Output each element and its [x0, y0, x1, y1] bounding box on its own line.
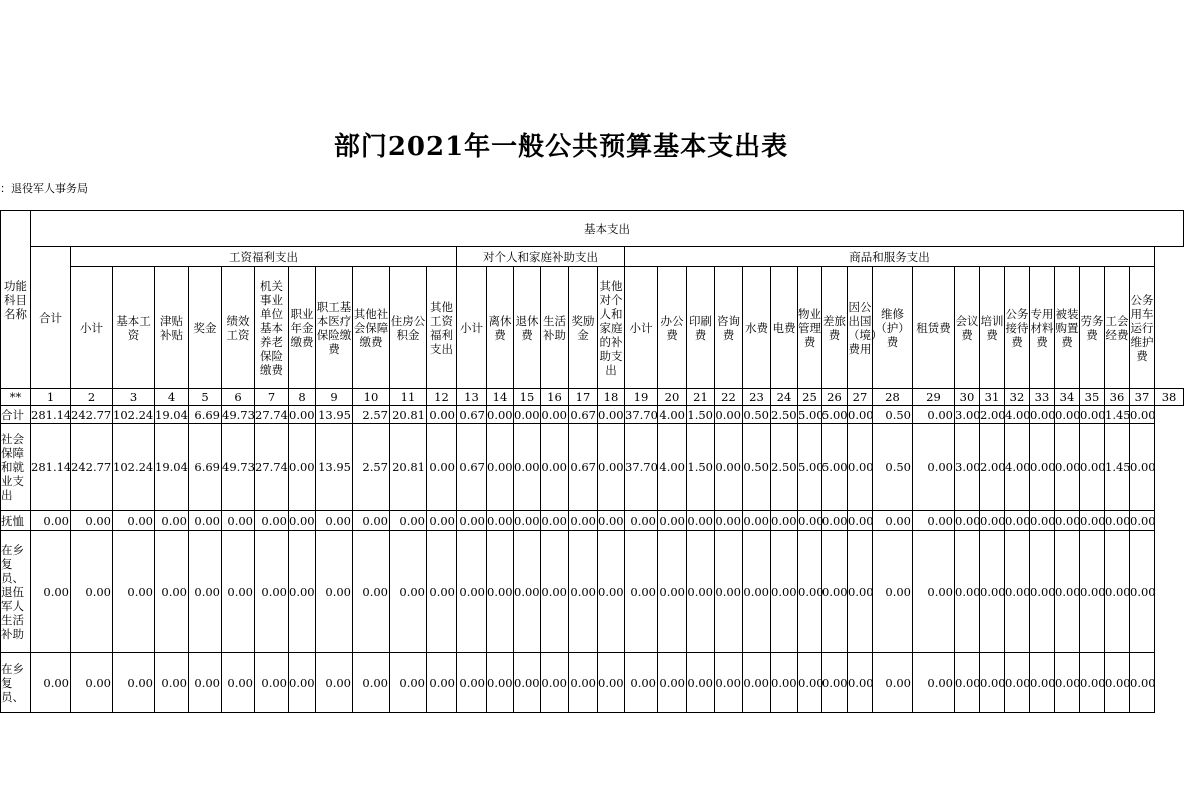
header-col-salary: 住房公积金 — [390, 267, 427, 389]
row-value: 0.00 — [113, 531, 155, 653]
row-value: 0.00 — [1030, 531, 1055, 653]
row-value: 0.00 — [848, 653, 873, 713]
index-number: 5 — [189, 389, 222, 406]
row-value: 0.00 — [390, 531, 427, 653]
row-value: 0.00 — [715, 407, 741, 422]
row-value: 0.00 — [771, 531, 798, 653]
row-value: 0.00 — [1005, 531, 1030, 653]
index-number: 12 — [427, 389, 457, 406]
header-col-salary: 奖金 — [189, 267, 222, 389]
row-value: 0.00 — [873, 653, 913, 713]
budget-table — [0, 210, 1184, 713]
row-value: 0.00 — [427, 511, 457, 531]
row-value: 0.00 — [598, 424, 625, 511]
index-number: 9 — [316, 389, 353, 406]
row-value: 0.00 — [541, 531, 569, 653]
row-value: 0.00 — [255, 653, 289, 713]
index-number: 34 — [1055, 389, 1080, 406]
row-value: 102.24 — [113, 424, 155, 511]
row-value: 0.00 — [848, 511, 873, 531]
index-number: 20 — [658, 389, 687, 406]
row-value: 0.00 — [71, 511, 113, 531]
header-group-salary: 工资福利支出 — [71, 247, 457, 267]
header-col-personal: 离休费 — [487, 267, 514, 389]
row-value: 0.00 — [569, 531, 598, 653]
row-value: 3.00 — [955, 424, 980, 511]
row-value: 2.50 — [771, 424, 798, 511]
row-value: 102.24 — [113, 407, 154, 422]
row-value: 0.00 — [598, 511, 625, 531]
row-name: 抚恤 — [1, 511, 31, 531]
row-value: 0.00 — [427, 653, 457, 713]
row-value: 1.45 — [1105, 407, 1131, 422]
row-value: 0.00 — [658, 511, 687, 531]
row-value: 5.00 — [798, 424, 822, 511]
row-value: 27.74 — [255, 424, 289, 511]
row-value: 0.00 — [390, 511, 427, 531]
row-value: 0.00 — [1130, 653, 1155, 713]
row-value: 0.00 — [289, 407, 315, 422]
row-value: 0.00 — [1005, 511, 1030, 531]
header-col-personal: 退休费 — [514, 267, 541, 389]
row-value: 0.00 — [427, 424, 457, 511]
row-value: 0.00 — [1080, 531, 1105, 653]
row-value: 6.69 — [189, 406, 222, 424]
row-value: 0.00 — [822, 531, 848, 653]
row-value: 0.50 — [873, 424, 913, 511]
row-value: 0.00 — [798, 531, 822, 653]
row-value: 0.00 — [514, 531, 541, 653]
row-value: 0.00 — [743, 531, 771, 653]
row-value: 0.00 — [1005, 653, 1030, 713]
header-col-goods: 会议费 — [955, 267, 980, 389]
index-number: 19 — [625, 389, 658, 406]
header-col-goods: 公务接待费 — [1005, 267, 1030, 389]
index-number: 31 — [980, 389, 1005, 406]
row-value: 0.00 — [980, 511, 1005, 531]
row-value: 20.81 — [390, 406, 427, 424]
row-value: 0.00 — [353, 653, 390, 713]
index-number: 33 — [1030, 389, 1055, 406]
row-value: 0.00 — [822, 511, 848, 531]
header-col-salary: 绩效工资 — [222, 267, 255, 389]
row-value: 0.00 — [743, 653, 771, 713]
row-value: 0.00 — [687, 531, 715, 653]
row-value: 0.00 — [353, 511, 390, 531]
row-value: 0.00 — [1105, 653, 1130, 713]
index-number: 6 — [222, 389, 255, 406]
row-value: 0.00 — [822, 653, 848, 713]
row-value: 0.00 — [569, 653, 598, 713]
row-value: 0.00 — [1030, 653, 1055, 713]
budget-table-container — [0, 210, 1177, 710]
table-row — [1, 424, 1184, 511]
row-value: 0.67 — [457, 424, 487, 511]
row-value: 0.50 — [743, 407, 769, 422]
row-value: 0.00 — [427, 531, 457, 653]
row-value: 13.95 — [316, 424, 353, 511]
row-value: 281.14 — [31, 407, 72, 422]
row-value: 0.00 — [1130, 511, 1155, 531]
row-value: 242.77 — [71, 407, 112, 422]
header-col-personal: 其他对个人和家庭的补助支出 — [598, 267, 625, 389]
row-value: 0.00 — [980, 531, 1005, 653]
row-value: 4.00 — [659, 407, 685, 422]
row-name: 社会保障和就业支出 — [1, 424, 31, 511]
unit-label: ：退役军人事务局 — [0, 182, 88, 195]
row-value: 0.00 — [316, 531, 353, 653]
row-name: 在乡复员、退伍军人生活补助 — [1, 531, 31, 653]
header-col-goods: 办公费 — [658, 267, 687, 389]
row-value: 0.00 — [71, 653, 113, 713]
row-value: 0.00 — [541, 424, 569, 511]
row-value: 0.00 — [1030, 424, 1055, 511]
row-value: 0.00 — [1055, 407, 1081, 422]
row-value: 0.00 — [873, 511, 913, 531]
row-value: 0.50 — [873, 406, 913, 424]
row-value: 0.00 — [1130, 531, 1155, 653]
header-col-goods: 物业管理费 — [798, 267, 822, 389]
row-value: 0.00 — [316, 511, 353, 531]
index-number: 1 — [31, 389, 71, 406]
row-value: 0.00 — [514, 424, 541, 511]
row-value: 0.00 — [541, 511, 569, 531]
table-row — [1, 511, 1184, 531]
header-col-salary: 职工基本医疗保险缴费 — [316, 267, 353, 389]
header-col-personal: 小计 — [457, 267, 487, 389]
row-value: 0.00 — [873, 531, 913, 653]
index-number: 38 — [1155, 389, 1184, 406]
index-row — [1, 389, 1184, 406]
row-value: 0.00 — [189, 511, 222, 531]
row-value: 0.00 — [1055, 653, 1080, 713]
row-value: 0.00 — [913, 653, 955, 713]
row-value: 0.00 — [457, 531, 487, 653]
row-value: 0.00 — [31, 653, 71, 713]
row-value: 0.00 — [189, 531, 222, 653]
row-value: 0.00 — [71, 531, 113, 653]
row-value: 0.00 — [1105, 511, 1130, 531]
row-value: 0.67 — [570, 407, 596, 422]
header-col-goods: 水费 — [743, 267, 771, 389]
row-value: 0.00 — [1030, 407, 1056, 422]
row-value: 0.00 — [113, 511, 155, 531]
row-value: 0.00 — [487, 424, 514, 511]
index-number: 14 — [487, 389, 514, 406]
row-value: 0.00 — [514, 511, 541, 531]
row-value: 2.57 — [353, 406, 390, 424]
header-col-goods: 电费 — [771, 267, 798, 389]
row-value: 0.00 — [625, 653, 658, 713]
row-value: 0.00 — [715, 653, 743, 713]
index-number: 16 — [541, 389, 569, 406]
row-value: 0.00 — [658, 653, 687, 713]
index-number: 18 — [598, 389, 625, 406]
row-value: 4.00 — [1005, 407, 1031, 422]
row-value: 1.50 — [687, 407, 713, 422]
row-value: 0.00 — [1130, 424, 1155, 511]
header-col-salary: 其他社会保障缴费 — [353, 267, 390, 389]
row-value: 0.00 — [541, 407, 567, 422]
row-value: 49.73 — [222, 424, 255, 511]
table-row — [1, 406, 1184, 424]
index-number: 2 — [71, 389, 113, 406]
row-name: 合计 — [1, 406, 31, 424]
row-value: 0.00 — [625, 511, 658, 531]
header-col-salary: 职业年金缴费 — [289, 267, 316, 389]
row-value: 0.00 — [457, 653, 487, 713]
index-number: 28 — [873, 389, 913, 406]
header-col-goods: 因公出国（境）费用 — [848, 267, 873, 389]
header-col-goods: 劳务费 — [1080, 267, 1105, 389]
index-number: 15 — [514, 389, 541, 406]
row-value: 0.00 — [222, 511, 255, 531]
row-value: 0.00 — [427, 406, 457, 424]
row-value: 0.00 — [1030, 511, 1055, 531]
header-col-salary: 机关事业单位基本养老保险缴费 — [255, 267, 289, 389]
row-value: 0.00 — [390, 653, 427, 713]
row-value: 0.67 — [457, 406, 487, 424]
row-value: 0.00 — [541, 653, 569, 713]
row-value: 0.00 — [658, 531, 687, 653]
index-number: 37 — [1130, 389, 1155, 406]
row-value: 0.00 — [255, 511, 289, 531]
header-col-goods: 被装购置费 — [1055, 267, 1080, 389]
row-value: 0.00 — [848, 531, 873, 653]
row-value: 27.74 — [255, 407, 288, 422]
row-value: 0.00 — [155, 531, 189, 653]
row-value: 0.00 — [913, 406, 955, 424]
row-value: 0.00 — [1080, 407, 1106, 422]
row-value: 20.81 — [390, 424, 427, 511]
row-value: 0.00 — [255, 531, 289, 653]
header-col-salary: 小计 — [71, 267, 113, 389]
row-value: 242.77 — [71, 424, 113, 511]
index-number: 24 — [771, 389, 798, 406]
header-col-goods: 工会经费 — [1105, 267, 1130, 389]
row-value: 0.00 — [289, 511, 316, 531]
header-group-goods: 商品和服务支出 — [625, 247, 1155, 267]
row-value: 6.69 — [189, 424, 222, 511]
header-col-personal: 生活补助 — [541, 267, 569, 389]
row-value: 0.00 — [913, 511, 955, 531]
index-number: 23 — [743, 389, 771, 406]
row-value: 0.00 — [848, 424, 873, 511]
header-col-goods: 租赁费 — [913, 267, 955, 389]
row-value: 0.00 — [353, 531, 390, 653]
row-value: 0.00 — [598, 407, 624, 422]
row-value: 2.57 — [353, 424, 390, 511]
row-value: 0.00 — [687, 653, 715, 713]
row-value: 0.00 — [1080, 653, 1105, 713]
page-title: 部门2021年一般公共预算基本支出表 — [333, 132, 789, 162]
row-value: 0.00 — [487, 511, 514, 531]
row-value: 0.50 — [743, 424, 771, 511]
row-value: 0.00 — [913, 531, 955, 653]
index-number: 17 — [569, 389, 598, 406]
row-value: 0.00 — [31, 511, 71, 531]
table-row — [1, 531, 1184, 653]
row-value: 0.00 — [222, 531, 255, 653]
index-number: 4 — [155, 389, 189, 406]
table-row — [1, 653, 1184, 713]
header-col-goods: 印刷费 — [687, 267, 715, 389]
index-number: 7 — [255, 389, 289, 406]
row-value: 0.00 — [687, 511, 715, 531]
row-value: 281.14 — [31, 424, 71, 511]
row-value: 0.00 — [771, 511, 798, 531]
row-value: 0.00 — [980, 653, 1005, 713]
row-value: 0.00 — [955, 511, 980, 531]
row-value: 0.00 — [289, 653, 316, 713]
row-value: 0.00 — [955, 653, 980, 713]
row-value: 0.00 — [913, 424, 955, 511]
header-func-name: 功能科目名称 — [1, 211, 31, 389]
header-col-goods: 公务用车运行维护费 — [1130, 267, 1155, 389]
row-value: 0.00 — [715, 424, 743, 511]
header-col-goods: 专用材料费 — [1030, 267, 1055, 389]
row-value: 4.00 — [1005, 424, 1030, 511]
index-number: 11 — [390, 389, 427, 406]
row-value: 13.95 — [316, 406, 353, 424]
row-value: 2.50 — [771, 407, 797, 422]
row-value: 0.00 — [955, 531, 980, 653]
header-col-salary: 基本工资 — [113, 267, 155, 389]
row-value: 0.00 — [1080, 511, 1105, 531]
row-name: 在乡复员、 — [1, 653, 31, 713]
row-value: 37.70 — [625, 407, 658, 422]
index-label: ** — [1, 389, 31, 406]
index-number: 35 — [1080, 389, 1105, 406]
index-number: 25 — [798, 389, 822, 406]
header-col-salary: 津贴补贴 — [155, 267, 189, 389]
index-number: 3 — [113, 389, 155, 406]
header-col-goods: 维修（护）费 — [873, 267, 913, 389]
row-value: 0.00 — [1055, 531, 1080, 653]
row-value: 1.50 — [687, 424, 715, 511]
row-value: 2.00 — [980, 407, 1006, 422]
header-row-columns — [1, 267, 1184, 389]
index-number: 36 — [1105, 389, 1130, 406]
row-value: 0.00 — [743, 511, 771, 531]
row-value: 0.00 — [771, 653, 798, 713]
row-value: 0.00 — [848, 407, 874, 422]
row-value: 0.00 — [487, 407, 513, 422]
row-value: 0.00 — [189, 653, 222, 713]
index-number: 13 — [457, 389, 487, 406]
index-number: 8 — [289, 389, 316, 406]
header-col-personal: 奖励金 — [569, 267, 598, 389]
header-col-goods: 小计 — [625, 267, 658, 389]
index-number: 10 — [353, 389, 390, 406]
row-value: 0.00 — [487, 531, 514, 653]
row-value: 0.00 — [514, 407, 540, 422]
row-value: 0.00 — [715, 531, 743, 653]
row-value: 0.00 — [316, 653, 353, 713]
index-number: 22 — [715, 389, 743, 406]
row-value: 0.00 — [715, 511, 743, 531]
row-value: 0.00 — [1130, 407, 1156, 422]
row-value: 5.00 — [822, 424, 848, 511]
row-value: 0.00 — [289, 531, 316, 653]
row-value: 0.00 — [457, 511, 487, 531]
row-value: 19.04 — [155, 407, 188, 422]
header-basic-expenditure: 基本支出 — [31, 211, 1184, 247]
header-row-top — [1, 211, 1184, 247]
header-group-personal: 对个人和家庭补助支出 — [457, 247, 625, 267]
row-value: 2.00 — [980, 424, 1005, 511]
header-total: 合计 — [31, 247, 71, 389]
row-value: 5.00 — [822, 407, 848, 422]
row-value: 0.00 — [113, 653, 155, 713]
index-number: 26 — [822, 389, 848, 406]
row-value: 0.00 — [1105, 531, 1130, 653]
header-col-goods: 差旅费 — [822, 267, 848, 389]
header-col-goods: 培训费 — [980, 267, 1005, 389]
index-number: 21 — [687, 389, 715, 406]
row-value: 0.00 — [598, 653, 625, 713]
row-value: 0.00 — [155, 511, 189, 531]
index-number: 30 — [955, 389, 980, 406]
row-value: 37.70 — [625, 424, 658, 511]
row-value: 0.00 — [598, 531, 625, 653]
row-value: 0.00 — [487, 653, 514, 713]
row-value: 1.45 — [1105, 424, 1130, 511]
index-number: 27 — [848, 389, 873, 406]
row-value: 5.00 — [798, 407, 824, 422]
row-value: 0.00 — [1055, 511, 1080, 531]
row-value: 0.00 — [514, 653, 541, 713]
header-row-groups — [1, 247, 1184, 267]
row-value: 3.00 — [955, 407, 981, 422]
row-value: 0.00 — [155, 653, 189, 713]
row-value: 0.00 — [1055, 424, 1080, 511]
row-value: 0.00 — [798, 653, 822, 713]
row-value: 0.00 — [798, 511, 822, 531]
header-col-goods: 咨询费 — [715, 267, 743, 389]
row-value: 0.00 — [289, 424, 316, 511]
row-value: 0.00 — [569, 511, 598, 531]
index-number: 29 — [913, 389, 955, 406]
row-value: 49.73 — [222, 407, 255, 422]
row-value: 0.00 — [222, 653, 255, 713]
row-value: 0.00 — [625, 531, 658, 653]
header-col-salary: 其他工资福利支出 — [427, 267, 457, 389]
row-value: 0.00 — [1080, 424, 1105, 511]
row-value: 19.04 — [155, 424, 189, 511]
row-value: 4.00 — [658, 424, 687, 511]
row-value: 0.67 — [569, 424, 598, 511]
index-number: 32 — [1005, 389, 1030, 406]
row-value: 0.00 — [31, 531, 71, 653]
